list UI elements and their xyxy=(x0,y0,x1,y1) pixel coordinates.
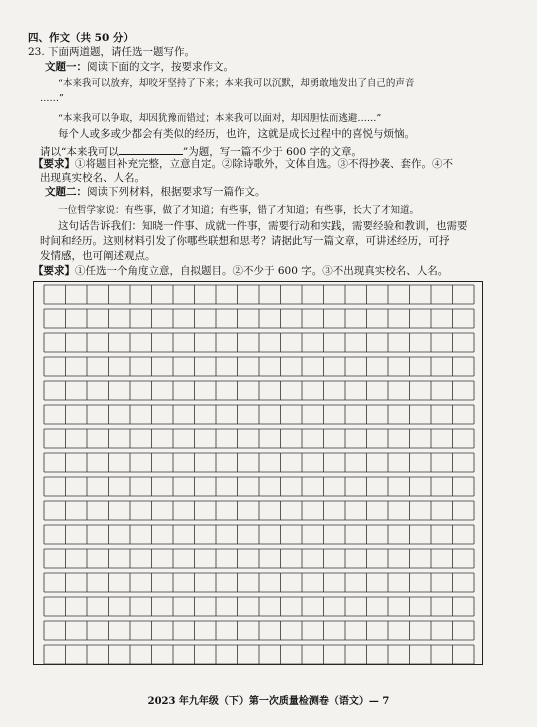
topic1-requirements-line1 xyxy=(33,158,453,171)
grid-row xyxy=(44,357,474,376)
topic1-intro-text: 阅读下面的文字，按要求作文。 xyxy=(87,61,234,73)
question-number: 23. 下面两道题，请任选一题写作。 xyxy=(28,46,196,58)
section-title: 四、作文（共 50 分） xyxy=(28,32,134,44)
grid-row xyxy=(44,285,474,304)
grid-row xyxy=(44,501,474,520)
prompt-before: 请以“本来我可以 xyxy=(40,146,119,158)
topic1-reflection: 每个人或多或少都会有类似的经历，也许，这就是成长过程中的喜悦与烦恼。 xyxy=(58,128,415,140)
grid-row xyxy=(44,621,474,640)
topic2-heading: 文题二： xyxy=(45,186,87,198)
topic1-quote1-line1: “本来我可以放弃，却咬牙坚持了下来；本来我可以沉默，却勇敢地发出了自己的声音 xyxy=(58,78,415,89)
title-blank xyxy=(119,144,183,155)
grid-row xyxy=(44,453,474,472)
grid-row xyxy=(44,405,474,424)
grid-row xyxy=(44,549,474,568)
grid-row xyxy=(44,381,474,400)
topic1-prompt xyxy=(40,144,362,159)
page-footer: 2023 年九年级（下）第一次质量检测卷（语文）— 7 xyxy=(147,696,390,707)
topic2-para-line2: 时间和经历。这则材料引发了你哪些联想和思考？请据此写一篇文章，可讲述经历，可抒 xyxy=(40,235,450,247)
grid-row xyxy=(44,333,474,352)
topic1-req-text: ①将题目补充完整，立意自定。②除诗歌外，文体自选。③不得抄袭、套作。④不 xyxy=(75,158,453,170)
grid-row xyxy=(44,477,474,496)
grid-row xyxy=(44,645,474,664)
topic2-req-text: ①任选一个角度立意，自拟题目。②不少于 600 字。③不出现真实校名、人名。 xyxy=(75,265,449,277)
grid-row xyxy=(44,573,474,592)
topic1-quote1-line2: ……” xyxy=(40,93,64,104)
prompt-after: ”为题，写一篇不少于 600 字的文章。 xyxy=(182,146,362,158)
grid-row xyxy=(44,597,474,616)
topic2-material: 一位哲学家说：有些事，做了才知道；有些事，错了才知道；有些事，长大了才知道。 xyxy=(58,205,420,216)
topic1-quote2: “本来我可以争取，却因犹豫而错过；本来我可以面对，却因胆怯而逃避……” xyxy=(58,113,382,124)
writing-grid[interactable] xyxy=(33,281,483,665)
grid-row xyxy=(44,525,474,544)
topic2-intro-text: 阅读下列材料，根据要求写一篇作文。 xyxy=(87,186,266,198)
topic2-para-line3: 发情感，也可阐述观点。 xyxy=(40,250,156,262)
topic2-requirements xyxy=(33,265,448,278)
grid-row xyxy=(44,309,474,328)
topic2-req-label: 【要求】 xyxy=(33,265,75,277)
topic1-intro xyxy=(45,61,234,74)
topic1-heading: 文题一： xyxy=(45,61,87,73)
grid-row xyxy=(44,429,474,448)
topic1-req-label: 【要求】 xyxy=(33,158,75,170)
topic2-intro xyxy=(45,186,266,199)
writing-grid-lines xyxy=(34,282,484,666)
topic2-para-line1: 这句话告诉我们：知晓一件事、成就一件事，需要行动和实践，需要经验和教训，也需要 xyxy=(58,220,468,232)
topic1-requirements-line2: 出现真实校名、人名。 xyxy=(40,172,145,184)
